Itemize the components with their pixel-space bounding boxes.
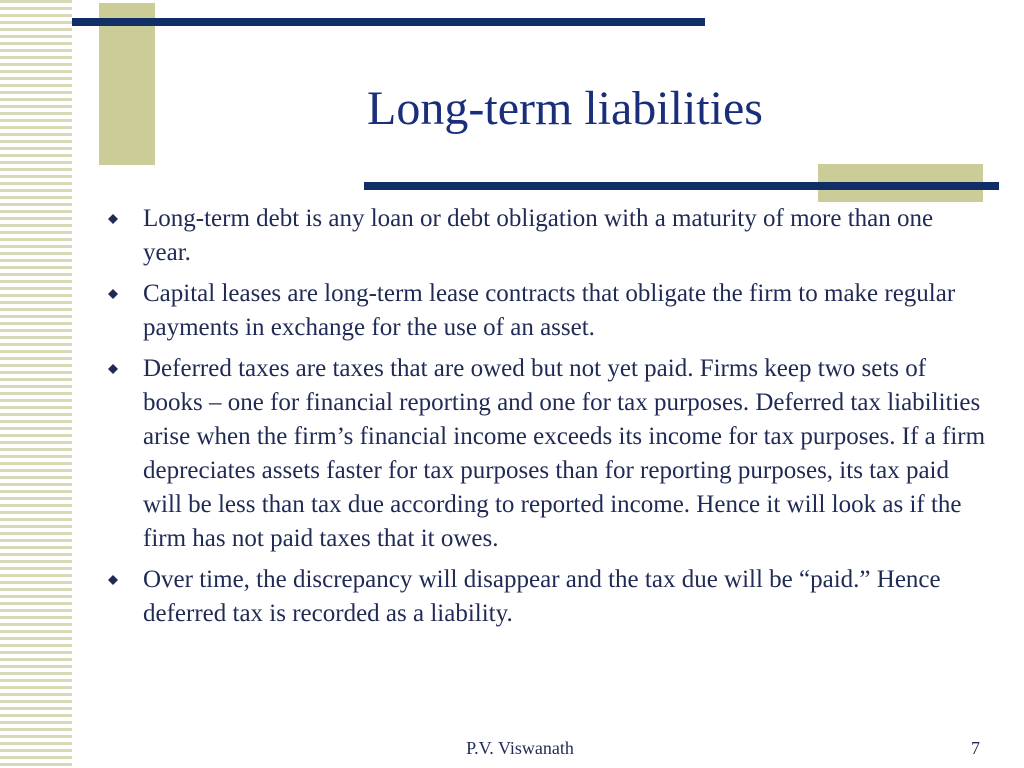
page-number: 7 bbox=[971, 738, 980, 758]
diamond-bullet-icon bbox=[106, 563, 120, 597]
slide-title: Long-term liabilities bbox=[367, 82, 763, 135]
bullet-text: Deferred taxes are taxes that are owed but not yet paid. Firms keep two sets of books – one for financial reporting and one for tax purposes. Deferred tax liabilities arise when the firm’s financial income exceeds its income for tax purposes. If a firm depreciates assets faster for tax purposes than for reporting purposes, its tax paid will be less than tax due according to reported income. Hence it will look as if the firm has not paid taxes that it owes. bbox=[143, 355, 986, 552]
bullet-text: Capital leases are long-term lease contracts that obligate the firm to make regular payments in exchange for the use of an asset. bbox=[143, 280, 956, 341]
decorative-line-top bbox=[72, 18, 705, 26]
diamond-bullet-icon bbox=[106, 352, 120, 386]
bullet-text: Over time, the discrepancy will disappear and the tax due will be “paid.” Hence deferred tax is recorded as a liability. bbox=[143, 566, 941, 627]
bullet-item bbox=[106, 202, 986, 270]
bullet-item bbox=[106, 352, 986, 556]
decorative-line-under-title bbox=[364, 182, 999, 190]
bullet-list bbox=[106, 202, 986, 638]
footer-author: P.V. Viswanath bbox=[466, 738, 574, 758]
diamond-bullet-icon bbox=[106, 277, 120, 311]
bullet-item bbox=[106, 277, 986, 345]
bullet-text: Long-term debt is any loan or debt obligation with a maturity of more than one year. bbox=[143, 205, 934, 266]
bullet-item bbox=[106, 563, 986, 631]
decorative-block-top-left bbox=[99, 3, 155, 165]
left-stripe-decoration bbox=[0, 0, 72, 768]
diamond-bullet-icon bbox=[106, 202, 120, 236]
